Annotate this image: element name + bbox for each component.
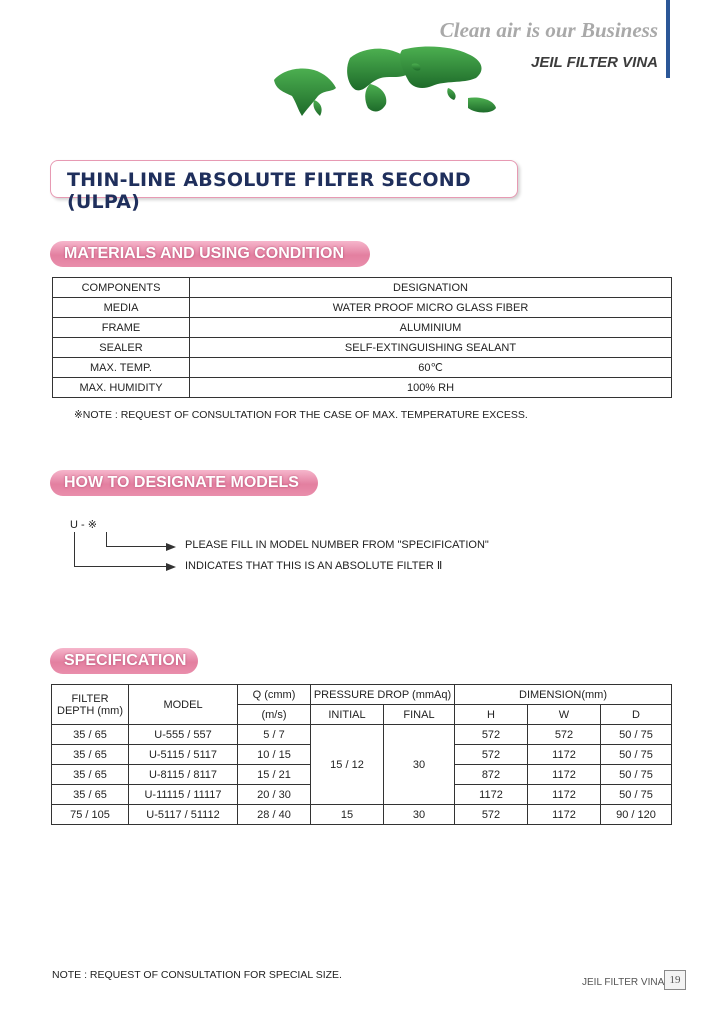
spec-header-pressure-drop: PRESSURE DROP (mmAq) [311,685,455,705]
materials-cell: SELF-EXTINGUISHING SEALANT [190,338,672,358]
materials-cell: SEALER [53,338,190,358]
section-heading-specification: SPECIFICATION [50,648,198,674]
spec-header-final: FINAL [384,705,455,725]
table-row [52,805,672,825]
spec-cell: U-5117 / 51112 [129,805,238,825]
spec-header-d: D [601,705,672,725]
page-title: THIN-LINE ABSOLUTE FILTER SECOND (ULPA) [67,169,471,213]
spec-header-q-unit: (m/s) [238,705,311,725]
slogan: Clean air is our Business [439,18,658,42]
materials-table [52,277,672,398]
spec-cell: 50 / 75 [601,745,672,765]
spec-header-w: W [528,705,601,725]
spec-cell: 5 / 7 [238,725,311,745]
materials-cell: 60℃ [190,358,672,378]
spec-cell: 1172 [528,745,601,765]
section-heading-materials: MATERIALS AND USING CONDITION [50,241,370,267]
spec-cell: 30 [384,805,455,825]
spec-cell: 35 / 65 [52,745,129,765]
spec-header-initial: INITIAL [311,705,384,725]
spec-cell: 35 / 65 [52,785,129,805]
materials-cell: WATER PROOF MICRO GLASS FIBER [190,298,672,318]
spec-cell: 572 [528,725,601,745]
spec-cell: 20 / 30 [238,785,311,805]
materials-note: ※NOTE : REQUEST OF CONSULTATION FOR THE CASE OF MAX. TEMPERATURE EXCESS. [74,409,528,421]
spec-cell: 572 [455,745,528,765]
page-number: 19 [664,970,686,990]
materials-cell: FRAME [53,318,190,338]
spec-cell: U-11115 / 11117 [129,785,238,805]
footer-brand: JEIL FILTER VINA [582,977,665,988]
spec-cell: 35 / 65 [52,765,129,785]
spec-cell: 872 [455,765,528,785]
spec-cell: U-5115 / 5117 [129,745,238,765]
spec-cell: 15 [311,805,384,825]
section-heading-designate: HOW TO DESIGNATE MODELS [50,470,318,496]
spec-cell: U-8115 / 8117 [129,765,238,785]
spec-cell: 90 / 120 [601,805,672,825]
spec-cell: 572 [455,805,528,825]
spec-cell-merged-final: 30 [384,725,455,805]
spec-cell: 35 / 65 [52,725,129,745]
spec-cell: 50 / 75 [601,785,672,805]
materials-header-designation: DESIGNATION [190,278,672,298]
spec-header-dimension: DIMENSION(mm) [455,685,672,705]
spec-header-h: H [455,705,528,725]
connector-line [106,546,168,547]
spec-cell: 75 / 105 [52,805,129,825]
spec-cell-merged-initial: 15 / 12 [311,725,384,805]
model-code: U - ※ [70,519,97,531]
spec-cell: 1172 [455,785,528,805]
spec-cell: 28 / 40 [238,805,311,825]
connector-line [74,566,168,567]
world-map-icon [262,40,522,120]
spec-cell: 1172 [528,765,601,785]
spec-header-model: MODEL [129,685,238,725]
materials-cell: ALUMINIUM [190,318,672,338]
connector-line [74,532,75,566]
header-accent-bar [666,0,670,78]
spec-cell: 10 / 15 [238,745,311,765]
company-name: JEIL FILTER VINA [531,54,658,71]
materials-cell: MAX. TEMP. [53,358,190,378]
specification-table [51,684,672,825]
spec-cell: U-555 / 557 [129,725,238,745]
title-box [50,160,518,213]
spec-cell: 50 / 75 [601,725,672,745]
designate-line-2: INDICATES THAT THIS IS AN ABSOLUTE FILTER Ⅱ [185,560,443,572]
connector-line [106,532,107,546]
materials-cell: 100% RH [190,378,672,398]
spec-cell: 1172 [528,805,601,825]
footer-note: NOTE : REQUEST OF CONSULTATION FOR SPECIAL SIZE. [52,969,342,981]
materials-cell: MEDIA [53,298,190,318]
spec-header-q: Q (cmm) [238,685,311,705]
spec-cell: 1172 [528,785,601,805]
arrow-right-icon [166,543,176,551]
materials-cell: MAX. HUMIDITY [53,378,190,398]
spec-cell: 50 / 75 [601,765,672,785]
designate-line-1: PLEASE FILL IN MODEL NUMBER FROM "SPECIFICATION" [185,539,489,551]
spec-cell: 15 / 21 [238,765,311,785]
spec-cell: 572 [455,725,528,745]
materials-header-components: COMPONENTS [53,278,190,298]
arrow-right-icon [166,563,176,571]
table-row [52,725,672,745]
spec-header-depth: FILTER DEPTH (mm) [52,685,129,725]
